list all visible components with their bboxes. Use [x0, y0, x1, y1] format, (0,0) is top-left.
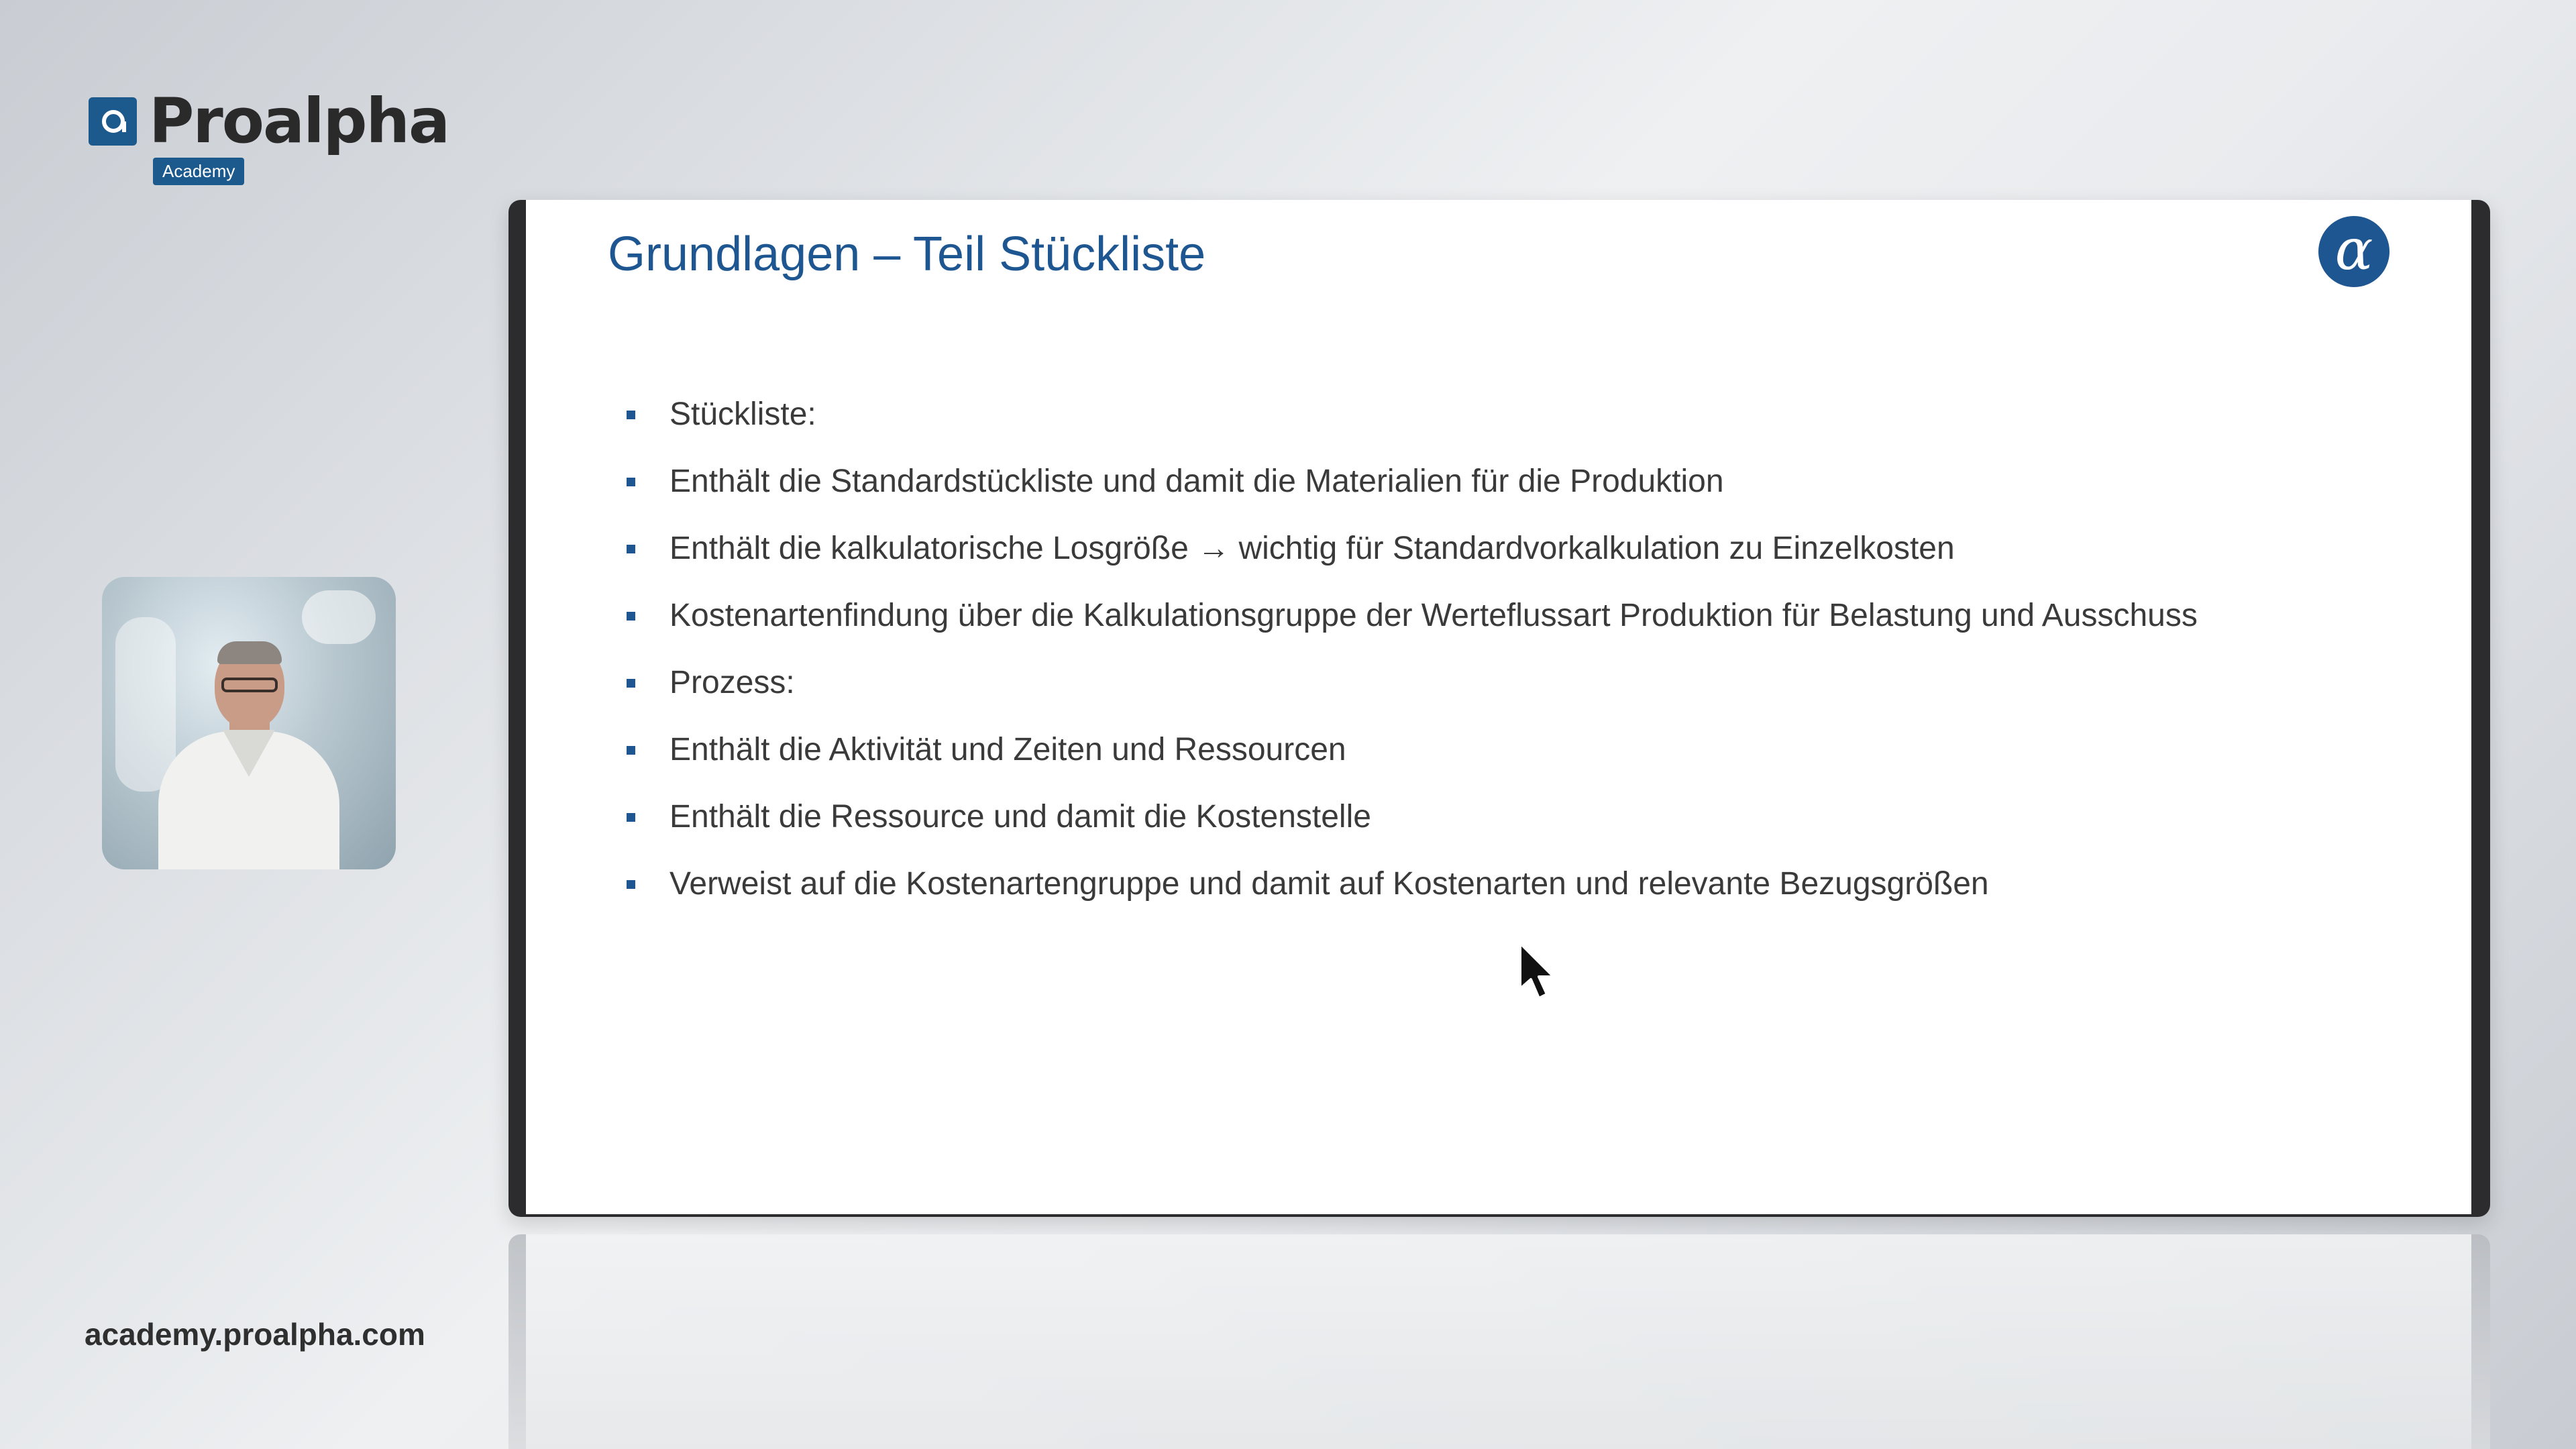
bullet-item	[625, 851, 2198, 918]
bullet-list	[625, 381, 2198, 918]
bullet-square-icon	[627, 813, 635, 822]
bullet-square-icon	[627, 478, 635, 486]
bullet-text: Prozess:	[669, 665, 795, 700]
bullet-square-icon	[627, 746, 635, 755]
bullet-text: Enthält die Aktivität und Zeiten und Ressourcen	[669, 732, 1346, 767]
presenter-video	[102, 577, 396, 869]
mouse-pointer-icon	[1517, 942, 1558, 1001]
bullet-item	[625, 381, 2198, 448]
slide	[526, 200, 2471, 1214]
bullet-square-icon	[627, 612, 635, 621]
academy-badge: Academy	[153, 158, 244, 185]
bullet-text: Enthält die Standardstückliste und damit die Materialien für die Produktion	[669, 464, 1724, 499]
bullet-item	[625, 515, 2198, 582]
bullet-item	[625, 448, 2198, 515]
slide-reflection	[508, 1234, 2490, 1449]
bullet-text: Kostenartenfindung über die Kalkulationsgruppe der Werteflussart Produktion für Belastung und Ausschuss	[669, 598, 2198, 633]
proalpha-academy-logo	[87, 85, 449, 198]
bullet-text: Enthält die kalkulatorische Losgröße → wichtig für Standardvorkalkulation zu Einzelkosten	[669, 531, 1955, 566]
bullet-item	[625, 784, 2198, 851]
bullet-text: Stückliste:	[669, 396, 816, 432]
alpha-logo-icon: α	[2318, 216, 2390, 287]
bullet-item	[625, 716, 2198, 784]
bullet-text: Enthält die Ressource und damit die Kostenstelle	[669, 799, 1371, 835]
proalpha-logo-icon	[89, 97, 137, 146]
bullet-text: Verweist auf die Kostenartengruppe und damit auf Kostenarten und relevante Bezugsgrößen	[669, 866, 1989, 902]
bullet-item	[625, 582, 2198, 649]
bullet-square-icon	[627, 411, 635, 419]
bullet-square-icon	[627, 880, 635, 889]
academy-url: academy.proalpha.com	[85, 1317, 425, 1352]
bullet-item	[625, 649, 2198, 716]
bullet-square-icon	[627, 679, 635, 688]
slide-frame	[508, 200, 2490, 1217]
logo-wordmark: Proalpha	[149, 85, 449, 157]
slide-title: Grundlagen – Teil Stückliste	[608, 227, 1206, 281]
bullet-square-icon	[627, 545, 635, 553]
